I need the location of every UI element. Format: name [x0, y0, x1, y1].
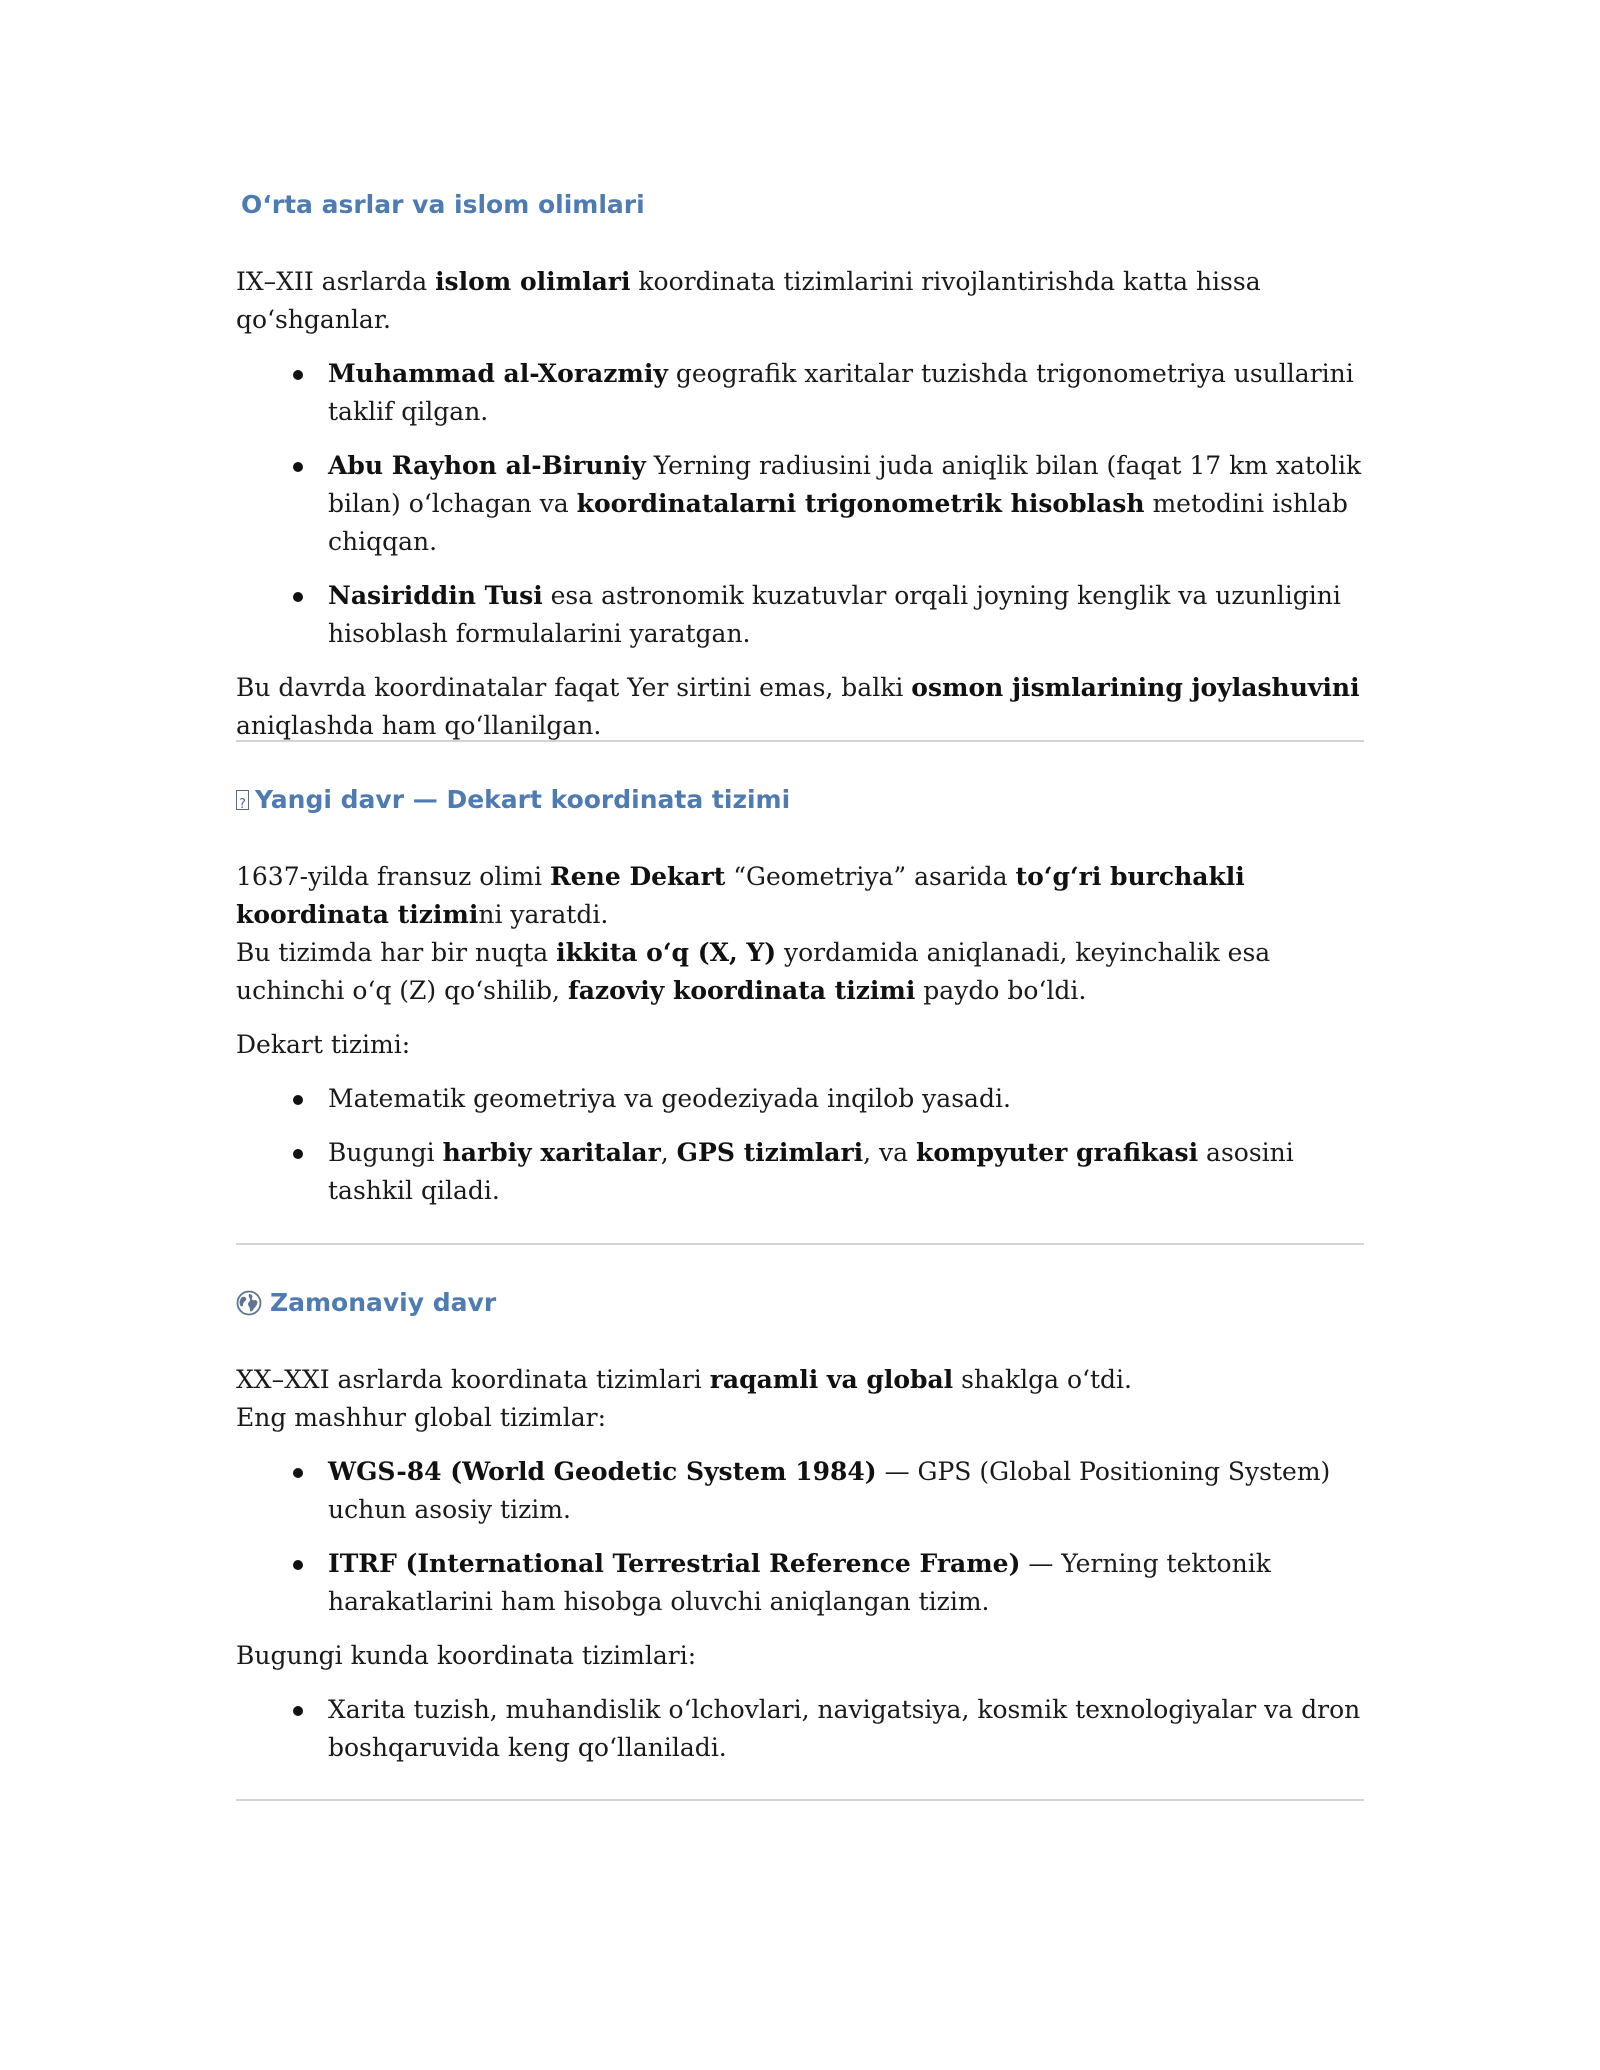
heading-zamonaviy: [236, 1286, 496, 1320]
text-run: ,: [660, 1138, 677, 1167]
text-run: esa astronomik kuzatuvlar orqali joyning kenglik va uzunligini hisoblash formulalarini yaratgan.: [328, 581, 1341, 648]
paragraph-global-2: Eng mashhur global tizimlar:: [236, 1403, 607, 1432]
text-run: asosini tashkil qiladi.: [328, 1138, 1294, 1205]
text-run: IX–XII asrlarda: [236, 267, 436, 296]
list-item: Xarita tuzish, muhandislik o‘lchovlari, navigatsiya, kosmik texnologiyalar va dron boshqaruvida keng qo‘llaniladi.: [328, 1691, 1366, 1767]
bold-run: fazoviy koordinata tizimi: [567, 976, 916, 1005]
bold-run: koordinatalarni trigonometrik hisoblash: [576, 489, 1145, 518]
list-dekart: [236, 1080, 1366, 1210]
paragraph-dekart-2: [236, 934, 1366, 1010]
text-run: Bu tizimda har bir nuqta: [236, 938, 557, 967]
scholar-name: Muhammad al-Xorazmiy: [328, 359, 668, 388]
bold-run: harbiy xaritalar: [442, 1138, 661, 1167]
bold-run: osmon jismlarining joylashuvini: [911, 673, 1360, 702]
paragraph-global-1: [236, 1361, 1366, 1399]
paragraph-outro: [236, 669, 1366, 745]
bold-run: GPS tizimlari: [676, 1138, 864, 1167]
heading-medieval: [241, 188, 645, 222]
bold-run: ikkita o‘q (X, Y): [556, 938, 777, 967]
divider: [236, 740, 1364, 742]
list-item: [328, 355, 1366, 431]
section-medieval-body: [236, 263, 1366, 761]
paragraph-dekart-lead: Dekart tizimi:: [236, 1030, 411, 1059]
list-item: [328, 1134, 1366, 1210]
globe-icon: [236, 1290, 262, 1316]
text-run: , va: [863, 1138, 917, 1167]
heading-zamonaviy-text: Zamonaviy davr: [270, 1288, 497, 1317]
text-run: ni yaratdi.: [478, 900, 609, 929]
list-item: [328, 1545, 1366, 1621]
bold-run: to‘g‘ri burchakli koordinata tizimi: [236, 862, 1245, 929]
text-run: XX–XXI asrlarda koordinata tizimlari: [236, 1365, 710, 1394]
text-run: — Yerning tektonik harakatlarini ham hisobga oluvchi aniqlangan tizim.: [328, 1549, 1271, 1616]
text-run: — GPS (Global Positioning System) uchun asosiy tizim.: [328, 1457, 1331, 1524]
heading-medieval-text: O‘rta asrlar va islom olimlari: [241, 190, 645, 219]
list-item: [328, 1453, 1366, 1529]
system-name: WGS-84 (World Geodetic System 1984): [328, 1457, 877, 1486]
scholar-name: Nasiriddin Tusi: [328, 581, 543, 610]
list-global-systems: [236, 1453, 1366, 1621]
list-item: [328, 447, 1366, 561]
text-run: yordamida aniqlanadi, keyinchalik esa uchinchi o‘q (Z) qo‘shilib,: [236, 938, 1271, 1005]
list-usage: [236, 1691, 1366, 1767]
scholar-name: Abu Rayhon al-Biruniy: [328, 451, 646, 480]
text-run: 1637-yilda fransuz olimi: [236, 862, 550, 891]
system-name: ITRF (International Terrestrial Reference Frame): [328, 1549, 1021, 1578]
list-item: [328, 577, 1366, 653]
text-run: koordinata tizimlarini rivojlantirishda katta hissa qo‘shganlar.: [236, 267, 1261, 334]
bold-run: raqamli va global: [709, 1365, 954, 1394]
heading-dekart-text: Yangi davr — Dekart koordinata tizimi: [255, 785, 791, 814]
paragraph-usage-lead: Bugungi kunda koordinata tizimlari:: [236, 1641, 697, 1670]
text-run: Bugungi: [328, 1138, 443, 1167]
heading-dekart: [236, 783, 790, 817]
text-run: “Geometriya” asarida: [725, 862, 1016, 891]
divider: [236, 1799, 1364, 1801]
section-modern-era: [236, 783, 790, 817]
text-run: metodini ishlab chiqqan.: [328, 489, 1348, 556]
paragraph-dekart-1: [236, 858, 1366, 934]
text-run: shaklga o‘tdi.: [953, 1365, 1132, 1394]
bold-run: Rene Dekart: [550, 862, 726, 891]
bold-run: islom olimlari: [435, 267, 631, 296]
text-run: aniqlashda ham qo‘llanilgan.: [236, 711, 602, 740]
divider: [236, 1243, 1364, 1245]
text-run: paydo bo‘ldi.: [915, 976, 1087, 1005]
text-run: Bu davrda koordinatalar faqat Yer sirtini emas, balki: [236, 673, 912, 702]
section-medieval: [241, 188, 645, 222]
section-contemporary-body: [236, 1361, 1366, 1783]
section-contemporary: [236, 1286, 496, 1320]
list-item: Matematik geometriya va geodeziyada inqilob yasadi.: [328, 1080, 1366, 1118]
bold-run: kompyuter grafikasi: [916, 1138, 1199, 1167]
missing-glyph-icon: [236, 790, 249, 810]
paragraph-intro: [236, 263, 1366, 339]
text-run: geografik xaritalar tuzishda trigonometriya usullarini taklif qilgan.: [328, 359, 1354, 426]
list-scholars: [236, 355, 1366, 653]
section-dekart-body: [236, 858, 1366, 1226]
text-run: Yerning radiusini juda aniqlik bilan (faqat 17 km xatolik bilan) o‘lchagan va: [328, 451, 1362, 518]
